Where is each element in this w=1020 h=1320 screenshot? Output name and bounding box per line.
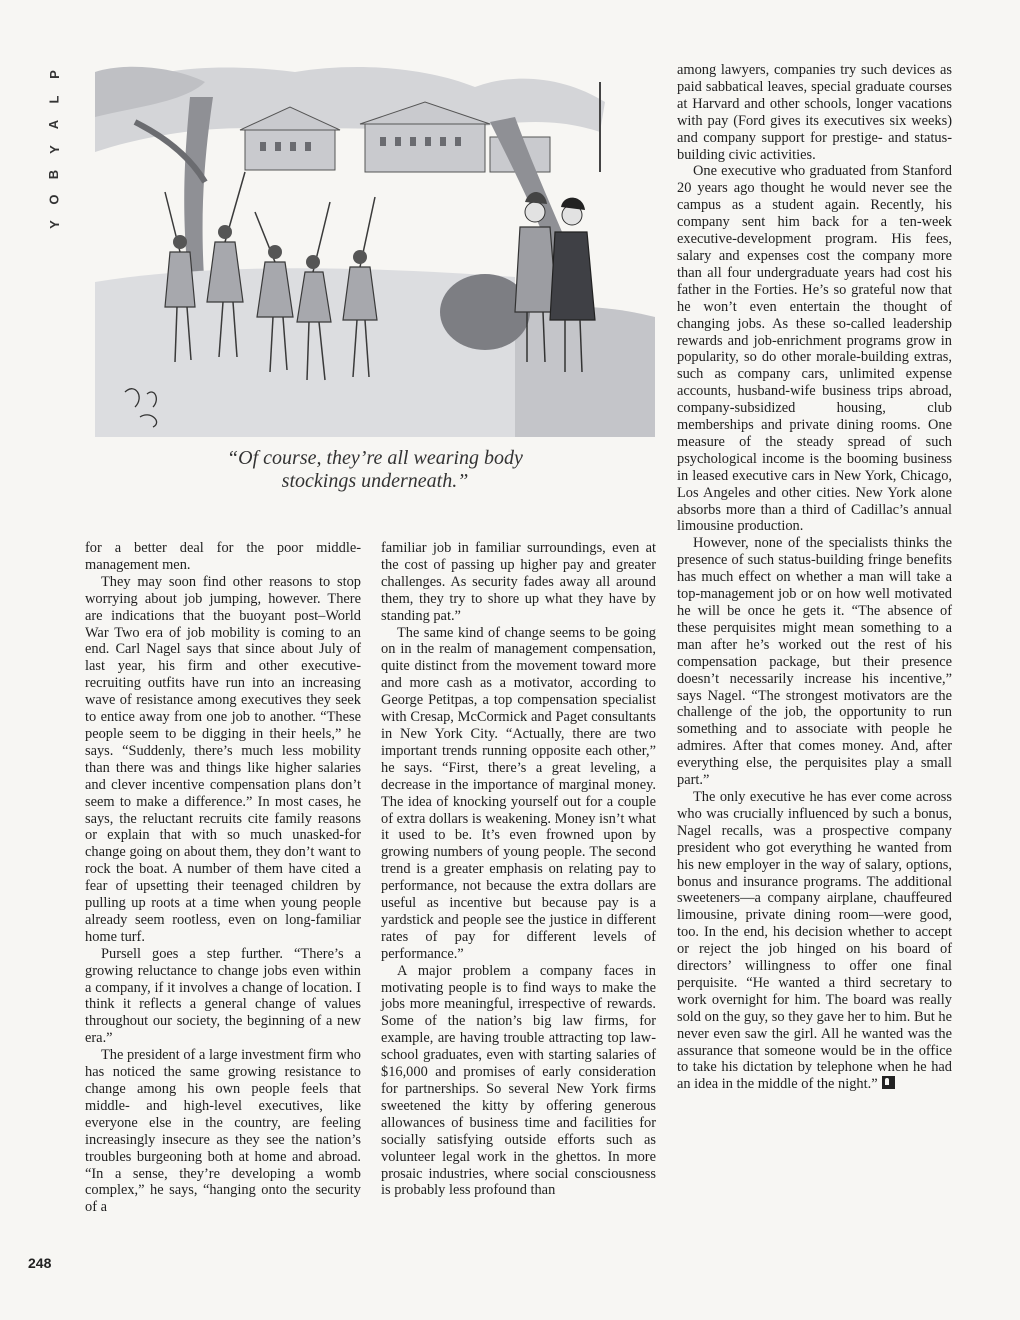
end-rabbit-icon (882, 1076, 895, 1089)
paragraph: A major problem a company faces in motivating people is to find ways to make the jobs more meaningful, irrespective of rewards. Some of the nation’s big law firms, for example, are having trouble attracting top law-school graduates, even with starting salaries of $16,000 and promises of early consideration for partnerships. So several New York firms sweetened the kitty by offering generous allowances of business time and facilities for socially satisfying outside efforts such as volunteer legal work in the ghettos. In more prosaic industries, where social consciousness is probably less profound than (381, 962, 656, 1199)
cartoon-illustration (95, 62, 655, 437)
paragraph: However, none of the specialists thinks the presence of such status-building fringe benefits has much effect on whether a man will take a top-management job or on how well motivated he will be once he gets it. “The absence of these perquisites might mean something to a man after he’s worked out the rest of his compensation package, but their presence doesn’t necessarily increase his incentive,” says Nagel. “The strongest motivators are the challenge of the job, the opportunity to run something and to associate with people he admires. After that comes money. And, after everything else, the perquisites play a small part.” (677, 535, 952, 789)
paragraph: familiar job in familiar surroundings, even at the cost of passing up higher pay and greater challenges. As security fades away all around them, they try to shore up what they have by standing pat.” (381, 540, 656, 624)
paragraph-text: The only executive he has ever come across who was crucially influenced by such a bonus, Nagel recalls, was a prospective company president who got everything he wanted from his new employer in the way of salary, options, bonus and insurance programs. The additional sweeteners—a company airplane, chauffeured limousine, private dining room—were good, too. In the end, his decision whether to accept or reject the job hinged on his board of directors’ willingness to offer one final perquisite. “He wanted a third secretary to work overnight for him. The board was really sold on the guy, so they gave her to him. But he never even saw the girl. All he wanted was the assurance that someone would be in the office to take his dictation by telephone when he had an idea in the middle of the night.” (677, 788, 952, 1093)
caption-line-1: “Of course, they’re all wearing body (227, 447, 523, 469)
article-column-3 (677, 62, 952, 1093)
paragraph: They may soon find other reasons to stop worrying about job jumping, however. There are indications that the buoyant post–World War Two era of job mobility is coming to an end. Carl Nagel says that since about July of last year, his firm and other executive-recruiting outfits have run into an increasing wave of resistance among executives they seek to entice away from one job to another. “These people seem to be digging in their heels,” he says. “Suddenly, there’s much less mobility than there was and things like higher salaries and clever incentive compensation plans don’t seem to make a difference.” In most cases, he says, the reluctant recruits cite family reasons or explain that with so much unasked-for change going on about them, they don’t want to rock the boat. A number of them have cited a fear of upsetting their teenaged children by pulling up roots at a time when young people already seem rootless, even on long-familiar home turf. (85, 573, 361, 945)
paragraph: The same kind of change seems to be going on in the realm of management compensation, quite distinct from the movement toward more and more cash as a motivator, according to George Petitpas, a top compensation specialist with Cresap, McCormick and Paget consultants in New York City. “Actually, there are two important trends running opposite each other,” he says. “First, there’s a great leveling, a decrease in the importance of marginal money. The idea of knocking yourself out for a couple of extra dollars is weakening. Money isn’t what it used to be. It’s even frowned upon by growing numbers of young people. The second trend is a greater emphasis on relating pay to performance, not because the extra dollars are useful as incentive but because pay is a yardstick and people see the justice in different rates of pay for different levels of performance.” (381, 624, 656, 962)
paragraph: Pursell goes a step further. “There’s a growing reluctance to change jobs even within a company, if it involves a change of location. I think it reflects a general change of values throughout our society, the beginning of a new era.” (85, 945, 361, 1047)
masthead-letter: P (46, 70, 62, 79)
masthead-letter: Y (46, 145, 62, 154)
page-number: 248 (28, 1255, 52, 1271)
paragraph: The president of a large investment firm who has noticed the same growing resistance to change among his own people feels that middle- and high-level executives, like everyone else in the country, are feeling increasingly insecure as they see the nation’s troubles burgeoning both at home and abroad. “In a sense, they’re developing a womb complex,” he says, “hanging onto the security of a (85, 1047, 361, 1216)
paragraph: among lawyers, companies try such devices as paid sabbatical leaves, special graduate courses at Harvard and other schools, longer vacations with pay (Ford gives its executives six weeks) and company support for prestige- and status-building civic activities. (677, 62, 952, 163)
masthead-letter: Y (46, 220, 62, 229)
masthead-vertical (46, 62, 70, 237)
article-column-1 (85, 540, 361, 1216)
paragraph (677, 789, 952, 1093)
masthead-letter: O (46, 194, 62, 205)
masthead-letter: A (46, 119, 62, 130)
caption-line-2: stockings underneath.” (281, 470, 469, 492)
masthead-letter: L (46, 95, 62, 104)
paragraph: for a better deal for the poor middle-management men. (85, 540, 361, 573)
cartoon-caption (110, 447, 640, 493)
article-column-2 (381, 540, 656, 1199)
masthead-letter: B (46, 169, 62, 180)
paragraph: One executive who graduated from Stanford 20 years ago thought he would never see the campus as a student again. Recently, his company sent him back for a ten-week executive-development program. His fees, salary and expenses cost the company more than all four undergraduate years had cost his father in the Forties. He’s so grateful now that he won’t even entertain the thought of changing jobs. As these so-called leadership rewards and job-enrichment programs grow in popularity, so do other morale-building extras, such as company cars, unlimited expense accounts, husband-wife business trips abroad, company-subsidized housing, club memberships and private dining rooms. One measure of the steady spread of such psychological income is the booming business in leased executive cars in New York, Chicago, Los Angeles and other cities. New York alone absorbs more than a third of Cadillac’s annual limousine production. (677, 163, 952, 535)
